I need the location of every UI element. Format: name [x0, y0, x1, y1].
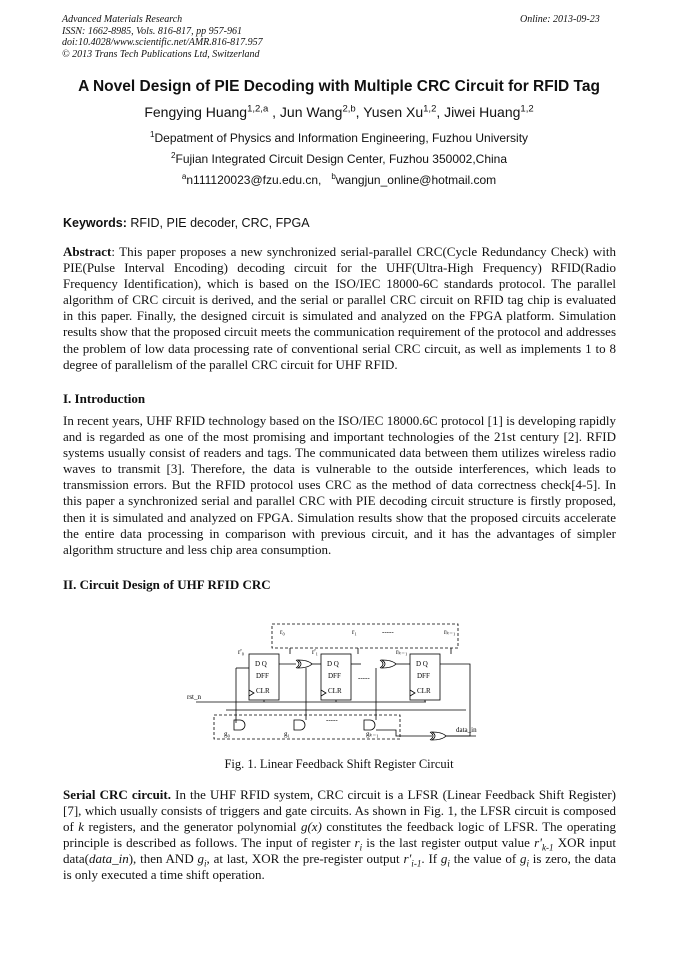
and-gate: [364, 720, 375, 730]
abstract-text: : This paper proposes a new synchronized serial-parallel CRC(Cycle Redundancy Check) with PIE(Pulse Interval Encoding) decoding circuit for the UHF(Ultra-High Frequency) RFID(Radio Frequency Identification), which is based on the ISO/IEC 18000-6C standards protocol. The parallel algorithm of CRC circuit is derived, and the serial or parallel CRC circuit on RFID tag chip is evaluated in this paper. Finally, the designed circuit is simulated and analyzed on the FPGA platform. Simulation results show that the proposed circuit meets the communication requirement of the protocol and addresses the problem of low data processing rate of conventional serial CRC circuit, as well as implements 1 to 8 degree of parallelism of the parallel CRC circuit for UHF RFID.: [63, 244, 616, 372]
xor-gate-input: [432, 732, 446, 740]
author-sup: 1,2: [520, 103, 534, 115]
svg-text:DFF: DFF: [417, 672, 430, 680]
section-heading-introduction: I. Introduction: [63, 391, 146, 406]
author-name: Jun Wang: [279, 104, 343, 120]
label-rk1: rₖ₋₁: [444, 628, 456, 636]
svg-text:CLR: CLR: [256, 687, 270, 695]
svg-text:DFF: DFF: [256, 672, 269, 680]
svg-text:DFF: DFF: [328, 672, 341, 680]
abstract-label: Abstract: [63, 244, 112, 259]
and-gate: [294, 720, 305, 730]
journal-header: [62, 14, 263, 60]
label-r1: r₁: [352, 628, 357, 636]
figure-caption: Fig. 1. Linear Feedback Shift Register Circuit: [224, 757, 454, 771]
keywords-text: RFID, PIE decoder, CRC, FPGA: [126, 216, 310, 230]
svg-text:D Q: D Q: [416, 660, 428, 668]
author-name: Yusen Xu: [363, 104, 424, 120]
lfsr-circuit-figure: [186, 612, 498, 752]
svg-text:CLR: CLR: [328, 687, 342, 695]
journal-name: Advanced Materials Research: [62, 14, 183, 25]
serial-crc-label: Serial CRC circuit.: [63, 787, 171, 802]
author-list: Fengying Huang$^{1,2,a}$ , Jun Wang$^{2,b}$, Yusen Xu$^{1,2}$, Jiwei Huang$^{1,2}$: [144, 103, 534, 120]
keywords-label: Keywords:: [63, 216, 127, 230]
keywords: [63, 216, 310, 230]
author-name: Fengying Huang: [144, 104, 248, 120]
email-link[interactable]: wangjun_online@hotmail.com: [335, 173, 497, 187]
label-dots-top: -----: [382, 628, 394, 636]
svg-text:D Q: D Q: [255, 660, 267, 668]
affiliation-2: $^2$Fujian Integrated Circuit Design Center, Fuzhou 350002,China: [170, 151, 508, 166]
author-name: Jiwei Huang: [444, 104, 521, 120]
label-gk1: gₖ₋₁: [366, 730, 379, 738]
online-date: Online: 2013-09-23: [520, 14, 600, 25]
introduction-text: In recent years, UHF RFID technology based on the ISO/IEC 18000.6C protocol [1] is developing rapidly and is regarded as one of the most promising and important technologies of the 21st century [2]. RFID systems usually consist of readers and tags. The communicated data between them utilizes wireless radio waves to transmit [3]. Therefore, the data is vulnerable to the outside interferences, which leads to transmission errors. But the RFID protocol uses CRC as the method of data correctness check[4-5]. In this paper a synchronized serial and parallel CRC with PIE decoding circuit structure is firstly proposed, then it is simulated and analyzed on FPGA. Simulation results show that the proposed circuits accelerate the entire data processing in comparison with previous circuit, and it has the advantages of simpler algorithm structure and less chip area consumption.: [63, 413, 616, 557]
paper-title: A Novel Design of PIE Decoding with Multiple CRC Circuit for RFID Tag: [78, 78, 600, 95]
label-data-in: data_in: [456, 726, 477, 734]
serial-crc-paragraph: Serial CRC circuit. In the UHF RFID system, CRC circuit is a LFSR (Linear Feedback Shift Register) [7], which usually consists of triggers and gate circuits. As shown in Fig. 1, the LFSR circuit is composed of k registers, and the generator polynomial g(x) constitutes the feedback logic of LFSR. The operating principle is described as follows. The input of register $r_i$ is the last register output value $r'_{k-1}$ XOR input data(data_in), then AND $g_i$, at last, XOR the pre-register output $r'_{i-1}$. If $g_i$ the value of $g_i$ is zero, the data is only executed a time shift operation.: [63, 787, 617, 883]
label-r1-prime: r'₁: [312, 648, 319, 656]
author-sup: 1,2: [423, 103, 437, 115]
svg-text:CLR: CLR: [417, 687, 431, 695]
label-g0: g₀: [224, 730, 230, 738]
xor-gate: [298, 660, 312, 668]
copyright: © 2013 Trans Tech Publications Ltd, Switzerland: [62, 48, 260, 60]
label-rst-n: rst_n: [187, 693, 201, 701]
section-heading-circuit-design: II. Circuit Design of UHF RFID CRC: [63, 577, 271, 592]
label-rk1-prime: rₖ₋₁: [396, 648, 408, 656]
label-r0: r₀: [280, 628, 285, 636]
abstract: [63, 244, 616, 373]
label-dots-mid: -----: [358, 674, 370, 682]
xor-gate: [382, 660, 396, 668]
author-sup: 1,2,a: [247, 103, 269, 115]
label-dots-bottom: -----: [326, 716, 338, 724]
doi: doi:10.4028/www.scientific.net/AMR.816-817.957: [62, 37, 263, 48]
top-dashed-box: [272, 624, 458, 648]
issn: ISSN: 1662-8985, Vols. 816-817, pp 957-961: [62, 25, 242, 37]
label-g1: g₁: [284, 730, 290, 738]
email-link[interactable]: n111120023@fzu.edu.cn,: [186, 173, 322, 187]
author-emails: $^a$n111120023@fzu.edu.cn, $^b$wangjun_online@hotmail.com: [181, 172, 497, 187]
label-r0-prime: r'₀: [238, 648, 245, 656]
affiliation-1: $^1$Depatment of Physics and Information Engineering, Fuzhou University: [149, 130, 529, 145]
svg-text:D Q: D Q: [327, 660, 339, 668]
author-sup: 2,b: [342, 103, 356, 115]
